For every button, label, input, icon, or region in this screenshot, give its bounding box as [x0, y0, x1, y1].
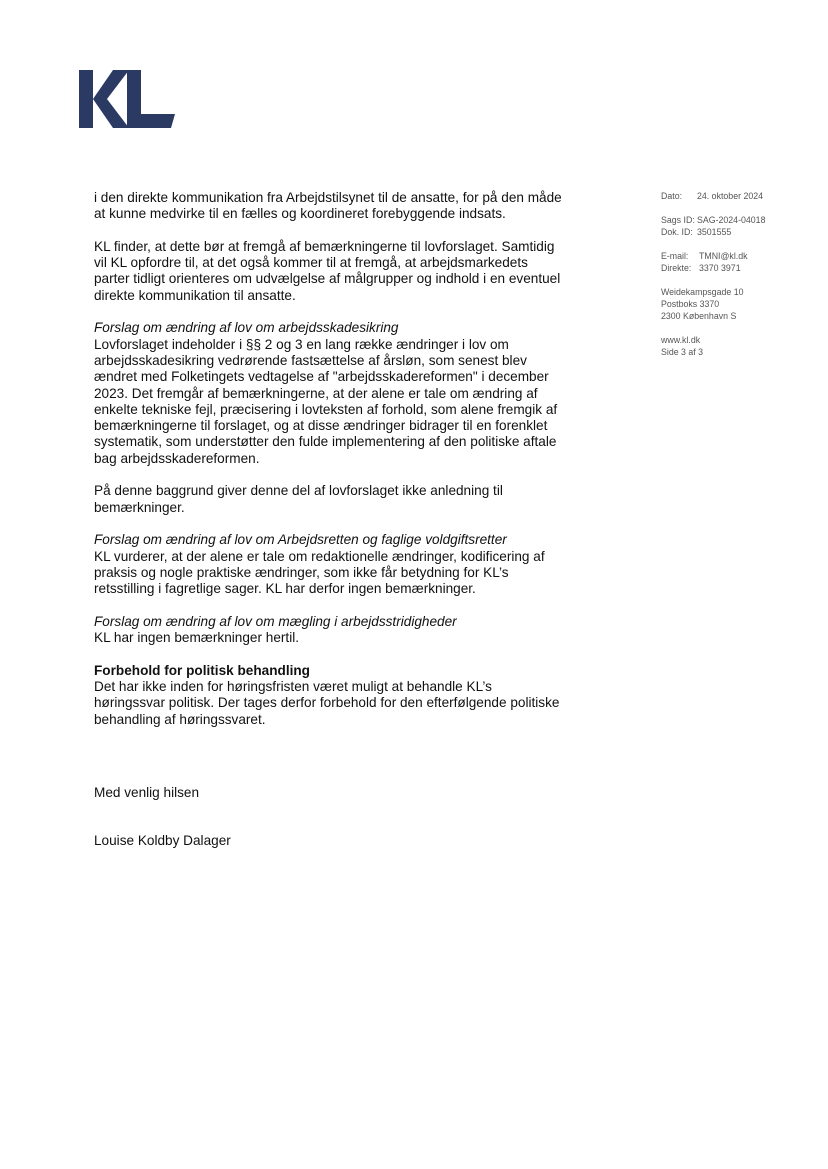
section-maegling	[94, 614, 564, 647]
section-forbehold	[94, 663, 564, 728]
address-line-3: 2300 København S	[661, 311, 737, 321]
date-row	[661, 190, 821, 202]
section-heading: Forslag om ændring af lov om mægling i arbejdsstridigheder	[94, 613, 457, 629]
direkte-row	[661, 262, 821, 274]
address-line-2: Postboks 3370	[661, 299, 720, 309]
closing-greeting: Med venlig hilsen	[94, 785, 200, 800]
date-label: Dato:	[661, 191, 683, 201]
section-arbejdsretten	[94, 532, 564, 597]
email-row	[661, 250, 821, 262]
direkte-value: 3370 3971	[699, 263, 741, 273]
direkte-label: Direkte:	[661, 263, 692, 273]
kl-logo	[79, 70, 175, 130]
letter-body	[94, 190, 564, 744]
signature-name: Louise Koldby Dalager	[94, 833, 231, 848]
dok-id-label: Dok. ID:	[661, 227, 693, 237]
paragraph-1: i den direkte kommunikation fra Arbejdstilsynet til de ansatte, for på den måde at kunne medvirke til en fælles og koordineret forebyggende indsats.	[94, 190, 562, 222]
document-meta	[661, 190, 821, 370]
section-text: Lovforslaget indeholder i §§ 2 og 3 en lang række ændringer i lov om arbejdsskadesikring vedrørende fastsættelse af årsløn, som senest blev ændret med Folketingets vedtagelse af "arbejdsskadereformen" i december 2023. Det fremgår af bemærkningerne, at der alene er tale om ændring af enkelte tekniske fejl, præcisering i lovteksten af forhold, som alene fremgik af bemærkningerne til forslaget, og at disse ændringer bidrager til en forenklet systematik, som understøtter den fulde implementering af den politiske aftale bag arbejdsskadereformen.	[94, 336, 558, 466]
email-value[interactable]: TMNI@kl.dk	[699, 251, 748, 261]
dok-id-row	[661, 226, 821, 238]
paragraph-4: På denne baggrund giver denne del af lovforslaget ikke anledning til bemærkninger.	[94, 483, 503, 515]
website-link[interactable]: www.kl.dk	[661, 335, 701, 345]
sags-id-value: SAG-2024-04018	[697, 215, 766, 225]
page-number: Side 3 af 3	[661, 347, 704, 357]
section-heading: Forbehold for politisk behandling	[94, 662, 310, 678]
sags-id-label: Sags ID:	[661, 215, 695, 225]
section-text: KL har ingen bemærkninger hertil.	[94, 630, 300, 646]
sags-id-row	[661, 214, 821, 226]
address-line-1: Weidekampsgade 10	[661, 287, 744, 297]
section-heading: Forslag om ændring af lov om arbejdsskadesikring	[94, 320, 399, 336]
section-text: Det har ikke inden for høringsfristen været muligt at behandle KL’s høringssvar politisk. Der tages derfor forbehold for den efterfølgende politiske behandling af høringssvaret.	[94, 678, 560, 727]
email-label: E-mail:	[661, 251, 689, 261]
date-value: 24. oktober 2024	[697, 191, 764, 201]
section-text: KL vurderer, at der alene er tale om redaktionelle ændringer, kodificering af praksis og nogle praktiske ændringer, som ikke får betydning for KL’s retsstilling i fagretlige sager. KL har derfor ingen bemærkninger.	[94, 548, 545, 597]
section-heading: Forslag om ændring af lov om Arbejdsretten og faglige voldgiftsretter	[94, 532, 507, 548]
paragraph-2: KL finder, at dette bør at fremgå af bemærkningerne til lovforslaget. Samtidig vil KL opfordre til, at det også kommer til at fremgå, at arbejdsmarkedets parter tidligt orienteres om udvælgelse af målgrupper og indhold i en eventuel direkte kommunikation til ansatte.	[94, 238, 561, 303]
section-arbejdsskadesikring	[94, 320, 564, 467]
dok-id-value: 3501555	[697, 227, 732, 237]
